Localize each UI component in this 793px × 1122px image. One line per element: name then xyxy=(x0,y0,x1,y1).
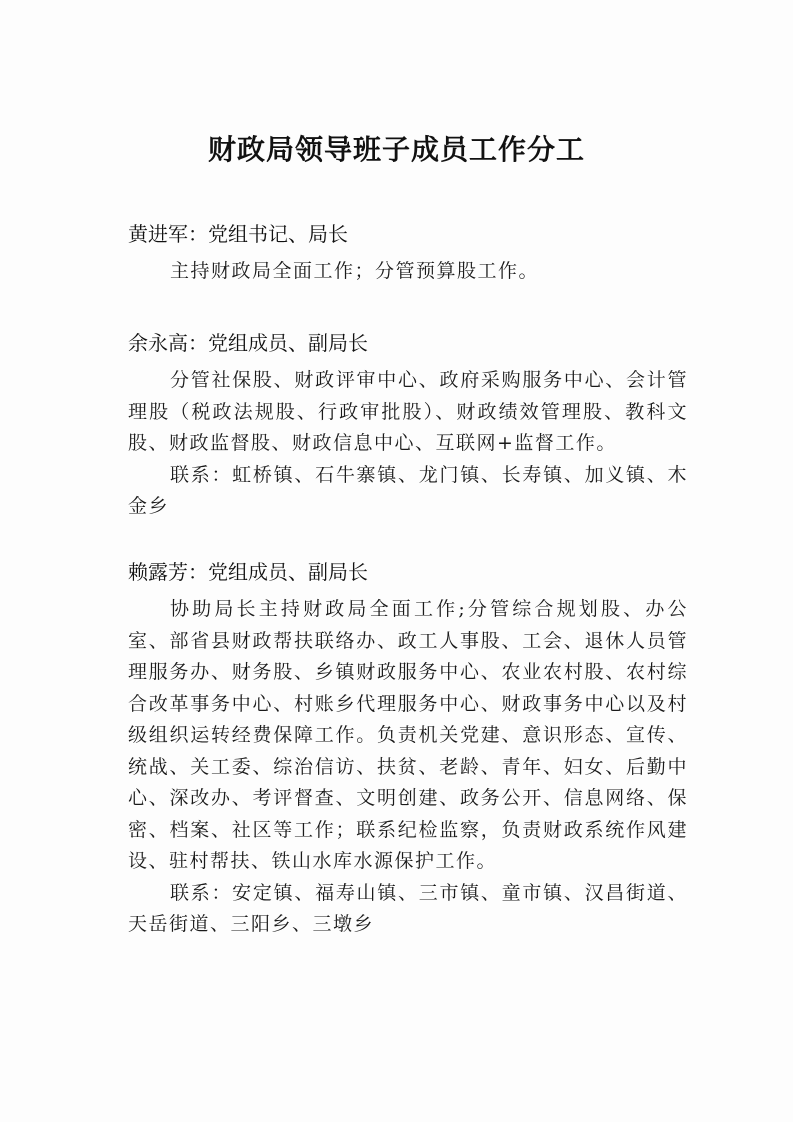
member-section-huang xyxy=(128,218,688,288)
member-contact-paragraph: 联系：安定镇、福寿山镇、三市镇、童市镇、汉昌街道、天岳街道、三阳乡、三墩乡 xyxy=(128,881,688,935)
member-contact-paragraph: 联系：虹桥镇、石牛寨镇、龙门镇、长寿镇、加义镇、木金乡 xyxy=(128,463,688,517)
member-duties-paragraph: 主持财政局全面工作；分管预算股工作。 xyxy=(170,260,540,282)
member-heading: 余永高：党组成员、副局长 xyxy=(128,331,368,355)
member-duties-paragraph: 协助局长主持财政局全面工作;分管综合规划股、办公室、部省县财政帮扶联络办、政工人事股、工会、退休人员管理服务办、财务股、乡镇财政服务中心、农业农村股、农村综合改革事务中心、村账乡代理服务中心、财政事务中心以及村级组织运转经费保障工作。负责机关党建、意识形态、宣传、统战、关工委、综治信访、扶贫、老龄、青年、妇女、后勤中心、深改办、考评督查、文明创建、政务公开、信息网络、保密、档案、社区等工作；联系纪检监察，负责财政系统作风建设、驻村帮扶、铁山水库水源保护工作。 xyxy=(128,598,688,872)
member-section-lai xyxy=(128,556,688,941)
member-heading: 黄进军：党组书记、局长 xyxy=(128,222,348,246)
member-heading: 赖露芳：党组成员、副局长 xyxy=(128,560,368,584)
member-section-yu xyxy=(128,327,688,523)
member-duties-paragraph: 分管社保股、财政评审中心、政府采购服务中心、会计管理股（税政法规股、行政审批股）、财政绩效管理股、教科文股、财政监督股、财政信息中心、互联网+监督工作。 xyxy=(128,369,688,454)
document-title: 财政局领导班子成员工作分工 xyxy=(207,133,585,166)
